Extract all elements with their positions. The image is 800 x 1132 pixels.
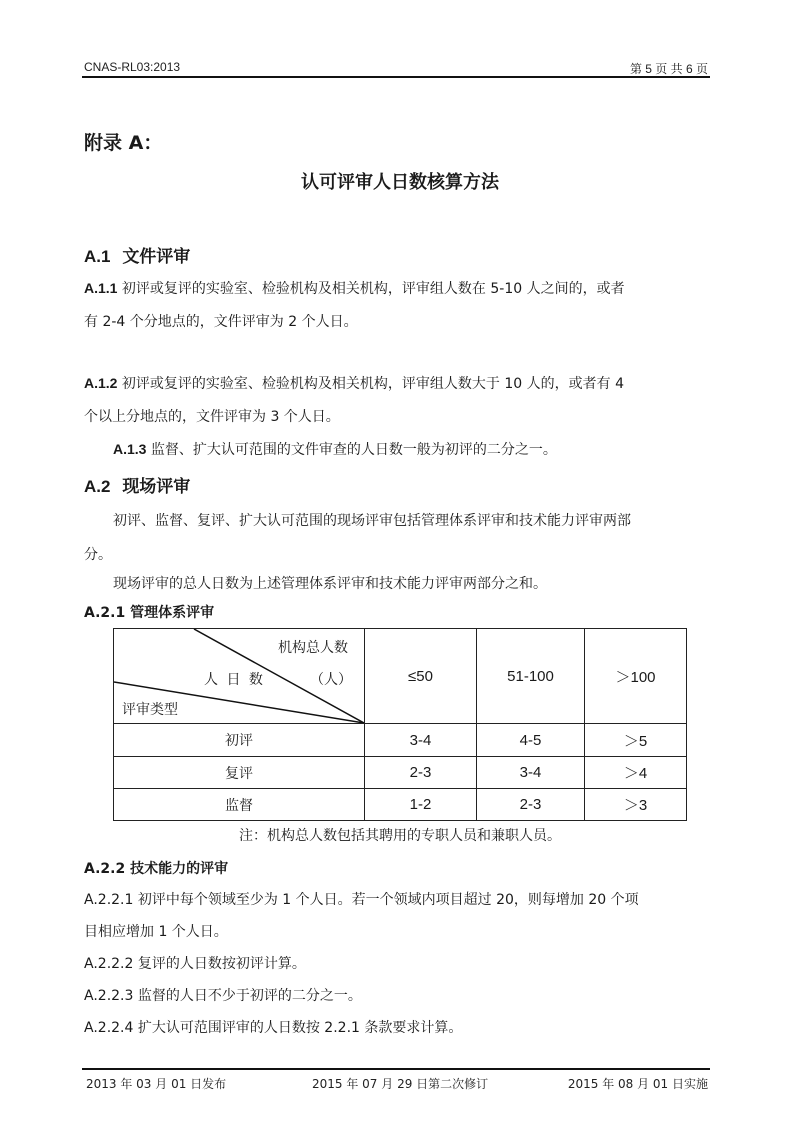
header-rule [82, 76, 710, 78]
subsection-a22-heading: A.2.2 技术能力的评审 [84, 861, 229, 877]
paragraph-a221-line2: 目相应增加 1 个人日。 [84, 924, 228, 940]
clause-number: A.1.1 [84, 280, 118, 296]
table-cell: ＞4 [585, 757, 687, 789]
man-days-table [113, 628, 687, 821]
footer-effective: 2015 年 08 月 01 日实施 [567, 1077, 708, 1091]
document-id: CNAS-RL03:2013 [84, 60, 181, 74]
row-label: 初评 [114, 724, 365, 757]
subsection-a21-heading: A.2.1 管理体系评审 [84, 605, 215, 621]
column-header: ≤50 [365, 629, 477, 724]
table-cell: ＞3 [585, 789, 687, 821]
page-info: 第 5 页 共 6 页 [629, 62, 708, 76]
footer-revised: 2015 年 07 月 29 日第二次修订 [312, 1077, 489, 1091]
column-header: ＞100 [585, 629, 687, 724]
section-a2-heading [84, 472, 190, 497]
table-cell: 1-2 [365, 789, 477, 821]
paragraph-a1-1-line1 [84, 278, 625, 299]
header-org-size: 机构总人数 [278, 640, 348, 656]
table-row [114, 724, 687, 757]
paragraph-a1-2-line2: 个以上分地点的，文件评审为 3 个人日。 [84, 409, 340, 425]
page-title: 认可评审人日数核算方法 [301, 172, 499, 193]
table-cell: 3-4 [477, 757, 585, 789]
paragraph-a1-2-line1 [84, 373, 624, 394]
clause-text: 初评或复评的实验室、检验机构及相关机构，评审组人数大于 10 人的，或者有 4 [121, 376, 624, 392]
footer-issued: 2013 年 03 月 01 日发布 [86, 1077, 227, 1091]
header-unit: （人） [310, 672, 352, 688]
clause-number: A.1.3 [113, 441, 147, 457]
table-cell: 2-3 [365, 757, 477, 789]
paragraph-a223: A.2.2.3 监督的人日不少于初评的二分之一。 [84, 988, 362, 1004]
section-title: 文件评审 [122, 247, 191, 267]
section-a1-heading [84, 242, 190, 267]
header-review-type: 评审类型 [122, 702, 178, 718]
section-number: A.1 [84, 247, 111, 266]
clause-text: 监督、扩大认可范围的文件审查的人日数一般为初评的二分之一。 [150, 442, 557, 458]
row-label: 复评 [114, 757, 365, 789]
clause-number: A.1.2 [84, 375, 118, 391]
paragraph-a221-line1: A.2.2.1 初评中每个领域至少为 1 个人日。若一个领域内项目超过 20，则每增加 20 个项 [84, 892, 639, 908]
paragraph-a1-1-line2: 有 2-4 个分地点的，文件评审为 2 个人日。 [84, 314, 358, 330]
paragraph-a2-total: 现场评审的总人日数为上述管理体系评审和技术能力评审两部分之和。 [113, 576, 547, 592]
section-title: 现场评审 [122, 477, 191, 497]
paragraph-a2-intro-line1: 初评、监督、复评、扩大认可范围的现场评审包括管理体系评审和技术能力评审两部 [113, 513, 631, 529]
table-header-row [114, 629, 687, 724]
table-row [114, 757, 687, 789]
paragraph-a1-3 [113, 439, 557, 460]
footer-rule [82, 1068, 710, 1070]
table-note: 注：机构总人数包括其聘用的专职人员和兼职人员。 [239, 828, 561, 844]
table-cell: 2-3 [477, 789, 585, 821]
section-number: A.2 [84, 477, 111, 496]
paragraph-a222: A.2.2.2 复评的人日数按初评计算。 [84, 956, 306, 972]
appendix-label: 附录 A： [84, 132, 163, 154]
table-cell: ＞5 [585, 724, 687, 757]
header-man-days: 人 日 数 [204, 672, 265, 688]
paragraph-a224: A.2.2.4 扩大认可范围评审的人日数按 2.2.1 条款要求计算。 [84, 1020, 463, 1036]
table-cell: 4-5 [477, 724, 585, 757]
table-cell: 3-4 [365, 724, 477, 757]
column-header: 51-100 [477, 629, 585, 724]
row-label: 监督 [114, 789, 365, 821]
table-row [114, 789, 687, 821]
corner-cell [114, 629, 365, 724]
paragraph-a2-intro-line2: 分。 [84, 547, 112, 563]
clause-text: 初评或复评的实验室、检验机构及相关机构，评审组人数在 5-10 人之间的，或者 [121, 281, 625, 297]
